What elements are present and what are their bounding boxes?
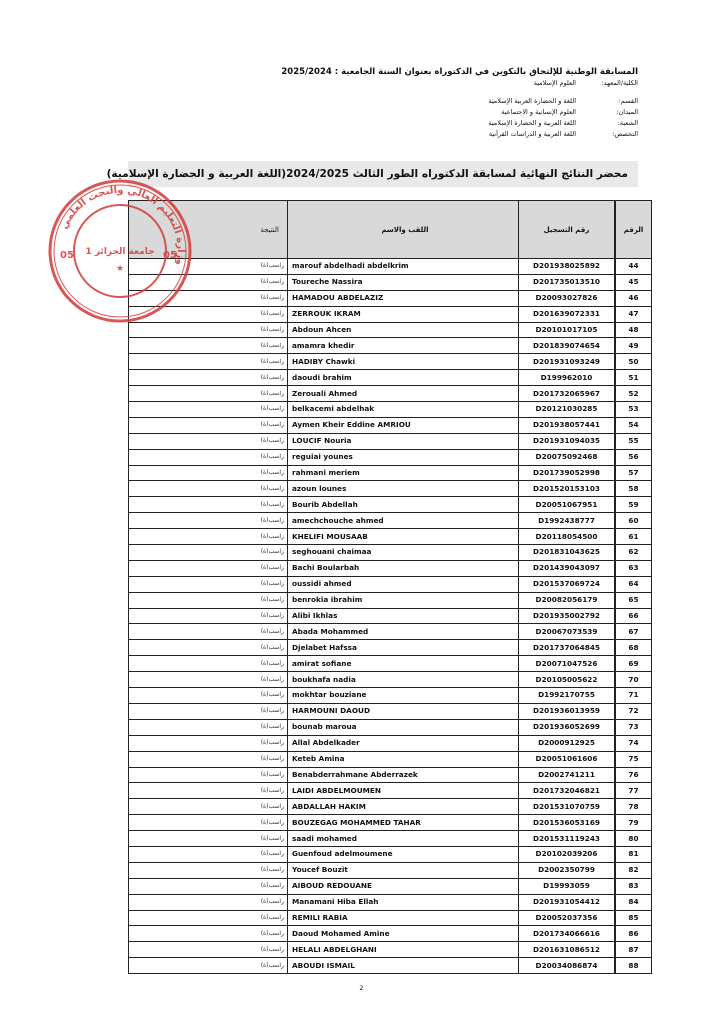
candidate-name: Keteb Amina [288,751,519,767]
stamp-code-right: 05 [163,250,177,261]
header-field-branch [280,118,638,129]
candidate-name: Allal Abdelkader [288,735,519,751]
table-row [129,402,652,418]
registration-number: D201739052998 [519,465,616,481]
column-header-number: الرقم [615,201,652,259]
result-status: راسب(ة) [129,545,288,561]
table-row [129,322,652,338]
registration-number: D201931054412 [519,894,616,910]
table-row [129,878,652,894]
registration-number: D201536053169 [519,815,616,831]
registration-number: D201631086512 [519,942,616,958]
table-row [129,481,652,497]
header-field-faculty [280,78,638,89]
candidate-name: seghouani chaimaa [288,545,519,561]
registration-number: D1992438777 [519,513,616,529]
row-number: 78 [615,799,652,815]
candidate-name: benrokia ibrahim [288,592,519,608]
row-number: 75 [615,751,652,767]
row-number: 72 [615,703,652,719]
row-number: 88 [615,958,652,974]
registration-number: D20075092468 [519,449,616,465]
table-row [129,910,652,926]
candidate-name: HARMOUNI DAOUD [288,703,519,719]
candidate-name: amechchouche ahmed [288,513,519,529]
row-number: 56 [615,449,652,465]
table-row [129,259,652,275]
result-status: راسب(ة) [129,799,288,815]
registration-number: D2000912925 [519,735,616,751]
result-status: راسب(ة) [129,703,288,719]
registration-number: D2002741211 [519,767,616,783]
candidate-name: Zerouali Ahmed [288,386,519,402]
row-number: 85 [615,910,652,926]
candidate-name: Daoud Mohamed Amine [288,926,519,942]
candidate-name: Benabderrahmane Abderrazek [288,767,519,783]
header-field-value: العلوم الإنسانية و الاجتماعية [501,108,576,116]
row-number: 62 [615,545,652,561]
registration-number: D2002350799 [519,862,616,878]
results-table [128,200,652,974]
header-field-domain [280,107,638,118]
result-status: راسب(ة) [129,608,288,624]
table-row [129,688,652,704]
header-field-label: الكلية/المعهد: [601,79,638,87]
candidate-name: Guenfoud adelmoumene [288,846,519,862]
table-row [129,656,652,672]
registration-number: D201531070759 [519,799,616,815]
result-status: راسب(ة) [129,338,288,354]
result-status: راسب(ة) [129,481,288,497]
registration-number: D201531119243 [519,831,616,847]
page-number: 2 [359,984,364,992]
table-row [129,894,652,910]
table-row [129,545,652,561]
document-header [280,66,638,140]
candidate-name: Bachi Boularbah [288,560,519,576]
row-number: 53 [615,402,652,418]
result-status: راسب(ة) [129,783,288,799]
official-seal-stamp [45,176,195,326]
result-status: راسب(ة) [129,449,288,465]
registration-number: D20034086874 [519,958,616,974]
row-number: 54 [615,417,652,433]
candidate-name: BOUZEGAG MOHAMMED TAHAR [288,815,519,831]
candidate-name: HELALI ABDELGHANI [288,942,519,958]
registration-number: D20067073539 [519,624,616,640]
candidate-name: bounab maroua [288,719,519,735]
result-status: راسب(ة) [129,640,288,656]
table-row [129,386,652,402]
row-number: 50 [615,354,652,370]
result-status: راسب(ة) [129,417,288,433]
row-number: 68 [615,640,652,656]
table-row [129,751,652,767]
candidate-name: marouf abdelhadi abdelkrim [288,259,519,275]
table-row [129,846,652,862]
registration-number: D201936013959 [519,703,616,719]
table-row [129,703,652,719]
result-status: راسب(ة) [129,592,288,608]
candidate-name: Manamani Hiba Ellah [288,894,519,910]
candidate-name: AIBOUD REDOUANE [288,878,519,894]
row-number: 51 [615,370,652,386]
registration-number: D201931093249 [519,354,616,370]
candidate-name: Toureche Nassira [288,274,519,290]
candidate-name: oussidi ahmed [288,576,519,592]
table-row [129,783,652,799]
result-status: راسب(ة) [129,846,288,862]
registration-number: D201938057441 [519,417,616,433]
stamp-outer-text: وزارة التعليم العالي والبحث العلمي [58,184,187,266]
result-status: راسب(ة) [129,290,288,306]
column-header-result: النتيجة [129,201,288,259]
candidate-name: saadi mohamed [288,831,519,847]
registration-number: D20082056179 [519,592,616,608]
registration-number: D201831043625 [519,545,616,561]
candidate-name: REMILI RABIA [288,910,519,926]
result-status: راسب(ة) [129,306,288,322]
candidate-name: mokhtar bouziane [288,688,519,704]
header-field-department [280,96,638,107]
result-status: راسب(ة) [129,370,288,386]
registration-number: D201931094035 [519,433,616,449]
result-status: راسب(ة) [129,513,288,529]
table-row [129,576,652,592]
registration-number: D20121030285 [519,402,616,418]
candidate-name: ABOUDI ISMAIL [288,958,519,974]
table-row [129,417,652,433]
row-number: 81 [615,846,652,862]
registration-number: D20051061606 [519,751,616,767]
row-number: 76 [615,767,652,783]
registration-number: D201537069724 [519,576,616,592]
table-row [129,513,652,529]
result-status: راسب(ة) [129,402,288,418]
candidate-name: amirat sofiane [288,656,519,672]
row-number: 55 [615,433,652,449]
star-icon: ★ [115,264,125,274]
registration-number: D1992170755 [519,688,616,704]
table-row [129,735,652,751]
candidate-name: Youcef Bouzit [288,862,519,878]
candidate-name: ZERROUK IKRAM [288,306,519,322]
result-status: راسب(ة) [129,958,288,974]
registration-number: D19993059 [519,878,616,894]
candidate-name: LOUCIF Nouria [288,433,519,449]
registration-number: D20101017105 [519,322,616,338]
header-field-specialty [280,129,638,140]
row-number: 74 [615,735,652,751]
row-number: 70 [615,672,652,688]
column-header-registration: رقم التسجيل [519,201,616,259]
result-status: راسب(ة) [129,656,288,672]
table-row [129,592,652,608]
row-number: 86 [615,926,652,942]
row-number: 77 [615,783,652,799]
row-number: 49 [615,338,652,354]
row-number: 71 [615,688,652,704]
header-field-label: الميدان: [616,108,638,116]
candidate-name: Abdoun Ahcen [288,322,519,338]
table-row [129,497,652,513]
table-row [129,862,652,878]
result-status: راسب(ة) [129,322,288,338]
table-row [129,799,652,815]
header-field-value: اللغة العربية و الدراسات القرآنية [488,130,576,138]
registration-number: D20102039206 [519,846,616,862]
row-number: 79 [615,815,652,831]
result-status: راسب(ة) [129,831,288,847]
table-row [129,624,652,640]
result-status: راسب(ة) [129,274,288,290]
header-field-value: اللغة العربية و الحضارة الإسلامية [488,119,576,127]
row-number: 59 [615,497,652,513]
candidate-name: azoun lounes [288,481,519,497]
stamp-code-left: 05 [60,250,74,261]
header-field-label: القسم: [618,97,638,105]
result-status: راسب(ة) [129,751,288,767]
row-number: 61 [615,529,652,545]
registration-number: D20093027826 [519,290,616,306]
table-row [129,672,652,688]
row-number: 80 [615,831,652,847]
results-report-title: محضر النتائج النهائية لمسابقة الدكتوراه الطور الثالث 2024/2025(اللغة العربية و الحضارة الإسلامية) [128,161,638,187]
candidate-name: Aymen Kheir Eddine AMRIOU [288,417,519,433]
candidate-name: KHELIFI MOUSAAB [288,529,519,545]
table-row [129,719,652,735]
row-number: 44 [615,259,652,275]
table-header-row [129,201,652,259]
registration-number: D201935002792 [519,608,616,624]
candidate-name: daoudi brahim [288,370,519,386]
table-row [129,290,652,306]
registration-number: D20118054500 [519,529,616,545]
result-status: راسب(ة) [129,354,288,370]
registration-number: D201938025892 [519,259,616,275]
registration-number: D20071047526 [519,656,616,672]
result-status: راسب(ة) [129,386,288,402]
row-number: 65 [615,592,652,608]
row-number: 87 [615,942,652,958]
registration-number: D201520153103 [519,481,616,497]
table-row [129,433,652,449]
table-row [129,306,652,322]
candidate-name: boukhafa nadia [288,672,519,688]
registration-number: D201639072331 [519,306,616,322]
row-number: 82 [615,862,652,878]
table-row [129,815,652,831]
table-row [129,942,652,958]
row-number: 73 [615,719,652,735]
candidate-name: ABDALLAH HAKIM [288,799,519,815]
row-number: 57 [615,465,652,481]
table-row [129,560,652,576]
header-field-value: العلوم الإسلامية [533,79,576,87]
result-status: راسب(ة) [129,910,288,926]
result-status: راسب(ة) [129,942,288,958]
column-header-name: اللقب والاسم [288,201,519,259]
candidate-name: belkacemi abdelhak [288,402,519,418]
candidate-name: reguiai younes [288,449,519,465]
row-number: 64 [615,576,652,592]
row-number: 69 [615,656,652,672]
result-status: راسب(ة) [129,465,288,481]
registration-number: D20052037356 [519,910,616,926]
row-number: 60 [615,513,652,529]
competition-title: المسابقة الوطنية للإلتحاق بالتكوين في الدكتوراه بعنوان السنة الجامعية : 2025/2024 [281,67,638,77]
result-status: راسب(ة) [129,259,288,275]
row-number: 58 [615,481,652,497]
registration-number: D201737064845 [519,640,616,656]
header-field-label: التخصص: [612,130,638,138]
registration-number: D201732065967 [519,386,616,402]
result-status: راسب(ة) [129,688,288,704]
row-number: 47 [615,306,652,322]
row-number: 45 [615,274,652,290]
result-status: راسب(ة) [129,433,288,449]
result-status: راسب(ة) [129,529,288,545]
candidate-name: Alibi Ikhlas [288,608,519,624]
table-row [129,608,652,624]
result-status: راسب(ة) [129,862,288,878]
registration-number: D201735013510 [519,274,616,290]
row-number: 48 [615,322,652,338]
registration-number: D201439043097 [519,560,616,576]
result-status: راسب(ة) [129,815,288,831]
stamp-inner-text: جامعة الجزائر 1 [85,247,155,257]
row-number: 84 [615,894,652,910]
registration-number: D20105005622 [519,672,616,688]
result-status: راسب(ة) [129,735,288,751]
registration-number: D199962010 [519,370,616,386]
registration-number: D201839074654 [519,338,616,354]
result-status: راسب(ة) [129,894,288,910]
candidate-name: amamra khedir [288,338,519,354]
registration-number: D201734066616 [519,926,616,942]
candidate-name: Abada Mohammed [288,624,519,640]
result-status: راسب(ة) [129,926,288,942]
table-row [129,958,652,974]
result-status: راسب(ة) [129,624,288,640]
header-field-value: اللغة و الحضارة العربية الإسلامية [488,97,576,105]
table-row [129,449,652,465]
registration-number: D201732046821 [519,783,616,799]
result-status: راسب(ة) [129,878,288,894]
table-row [129,370,652,386]
candidate-name: Bourib Abdellah [288,497,519,513]
result-status: راسب(ة) [129,576,288,592]
table-row [129,926,652,942]
row-number: 67 [615,624,652,640]
candidate-name: HADIBY Chawki [288,354,519,370]
table-row [129,465,652,481]
candidate-name: Djelabet Hafssa [288,640,519,656]
registration-number: D20051067951 [519,497,616,513]
table-row [129,529,652,545]
header-field-label: الشعبة: [617,119,638,127]
table-row [129,274,652,290]
result-status: راسب(ة) [129,672,288,688]
result-status: راسب(ة) [129,497,288,513]
row-number: 66 [615,608,652,624]
table-row [129,338,652,354]
result-status: راسب(ة) [129,719,288,735]
row-number: 52 [615,386,652,402]
table-row [129,767,652,783]
candidate-name: LAIDI ABDELMOUMEN [288,783,519,799]
candidate-name: HAMADOU ABDELAZIZ [288,290,519,306]
registration-number: D201936052699 [519,719,616,735]
row-number: 46 [615,290,652,306]
row-number: 63 [615,560,652,576]
candidate-name: rahmani meriem [288,465,519,481]
row-number: 83 [615,878,652,894]
table-row [129,354,652,370]
result-status: راسب(ة) [129,560,288,576]
table-row [129,640,652,656]
table-row [129,831,652,847]
result-status: راسب(ة) [129,767,288,783]
